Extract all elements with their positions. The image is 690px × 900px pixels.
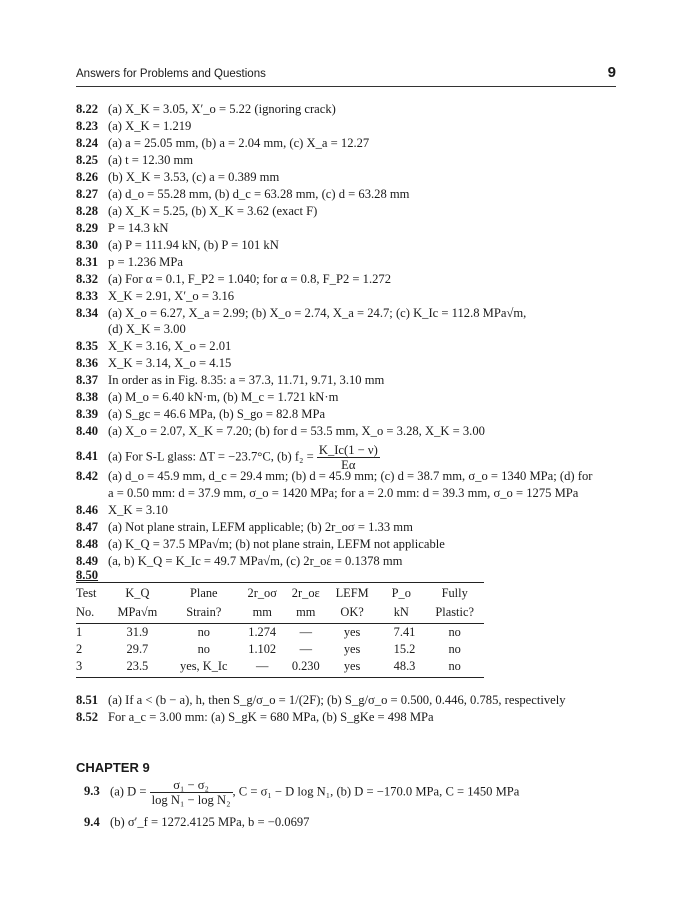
fraction-denominator: Eα xyxy=(341,458,356,472)
running-header xyxy=(76,66,616,84)
table-cell: no xyxy=(197,642,210,656)
answer-number: 8.51 xyxy=(76,693,99,707)
answer-text-continued: a = 0.50 mm: d = 37.9 mm, σ_o = 1420 MPa; for a = 2.0 mm: d = 39.3 mm, σ_o = 1275 MPa xyxy=(108,486,579,500)
answer-number: 8.35 xyxy=(76,339,99,353)
table-cell: yes xyxy=(343,625,361,639)
answer-text: (a) d_o = 55.28 mm, (b) d_c = 63.28 mm, (c) d = 63.28 mm xyxy=(108,187,410,201)
table-cell: 1.102 xyxy=(248,642,277,656)
fraction xyxy=(317,443,380,472)
table-row xyxy=(76,658,484,678)
answer-text: X_K = 3.16, X_o = 2.01 xyxy=(108,339,232,353)
answer-number: 8.50 xyxy=(76,568,99,582)
answer-text: (b) X_K = 3.53, (c) a = 0.389 mm xyxy=(108,170,280,184)
answer-row xyxy=(76,255,626,269)
answer-row xyxy=(76,710,626,724)
table-cell: 1 xyxy=(76,625,83,639)
answer-row-8-41 xyxy=(76,443,626,472)
answer-row xyxy=(76,272,626,286)
answer-text: (a) K_Q = 37.5 MPa√m; (b) not plane strain, LEFM not applicable xyxy=(108,537,445,551)
table-cell: no xyxy=(425,658,484,678)
results-table xyxy=(76,582,484,678)
answer-row xyxy=(76,373,626,387)
answer-row-9-3 xyxy=(84,778,634,807)
answer-row xyxy=(84,815,634,829)
answer-text: (a) X_K = 1.219 xyxy=(108,119,192,133)
table-cell: 3 xyxy=(76,658,107,678)
table-header: Plastic? xyxy=(425,603,484,624)
answer-text: (a) Not plane strain, LEFM applicable; (b) 2r_oσ = 1.33 mm xyxy=(108,520,413,534)
answer-row xyxy=(76,306,626,320)
answer-text: (d) X_K = 3.00 xyxy=(108,322,186,336)
table-header-row xyxy=(76,603,484,624)
answer-row xyxy=(76,537,626,551)
answer-row xyxy=(76,238,626,252)
answer-text: X_K = 2.91, X′_o = 3.16 xyxy=(108,289,235,303)
answer-number: 8.47 xyxy=(76,520,99,534)
table-header: 2r_oσ xyxy=(240,583,285,604)
table-cell: 1.274 xyxy=(248,625,277,639)
answer-number: 8.49 xyxy=(76,554,99,568)
answer-row xyxy=(76,356,626,370)
table-header: No. xyxy=(76,603,107,624)
answer-text: (a) a = 25.05 mm, (b) a = 2.04 mm, (c) X_a = 12.27 xyxy=(108,136,370,150)
answer-row-continued xyxy=(76,322,626,336)
table-header: Plane xyxy=(168,583,240,604)
answer-number: 8.52 xyxy=(76,710,99,724)
answer-row xyxy=(76,407,626,421)
answer-number: 8.46 xyxy=(76,503,99,517)
answer-number: 8.32 xyxy=(76,272,99,286)
table-header: Strain? xyxy=(168,603,240,624)
table-cell: 31.9 xyxy=(126,625,149,639)
answer-number: 8.41 xyxy=(76,449,99,464)
fraction-numerator: σ₁ − σ₂ xyxy=(150,778,233,793)
table-row xyxy=(76,641,484,658)
answer-text: (a) d_o = 45.9 mm, d_c = 29.4 mm; (b) d = 45.9 mm; (c) d = 38.7 mm, σ_o = 1340 MPa; (d) for xyxy=(108,469,593,483)
answer-text: (a) X_o = 2.07, X_K = 7.20; (b) for d = 53.5 mm, X_o = 3.28, X_K = 3.00 xyxy=(108,424,485,438)
table-cell: 15.2 xyxy=(393,642,416,656)
answer-text: For a_c = 3.00 mm: (a) S_gK = 680 MPa, (b) S_gKe = 498 MPa xyxy=(108,710,434,724)
answer-number: 8.28 xyxy=(76,204,99,218)
answer-number: 8.38 xyxy=(76,390,99,404)
answer-number: 8.25 xyxy=(76,153,99,167)
answer-text: (a) X_o = 6.27, X_a = 2.99; (b) X_o = 2.74, X_a = 24.7; (c) K_Ic = 112.8 MPa√m, xyxy=(108,306,527,320)
answer-row xyxy=(76,153,626,167)
answer-row xyxy=(76,520,626,534)
answer-row xyxy=(76,693,626,707)
answer-number: 8.27 xyxy=(76,187,99,201)
table-cell: — xyxy=(240,658,285,678)
answer-row xyxy=(76,390,626,404)
table-header-row xyxy=(76,583,484,604)
table-cell: no xyxy=(197,625,210,639)
answer-number: 8.31 xyxy=(76,255,99,269)
page-number: 9 xyxy=(607,64,616,81)
table-cell: 0.230 xyxy=(285,658,327,678)
table-header: MPa√m xyxy=(107,603,168,624)
answer-text: (a) D = xyxy=(110,784,147,799)
answer-number: 8.30 xyxy=(76,238,99,252)
answer-text: (a) t = 12.30 mm xyxy=(108,153,194,167)
table-header: kN xyxy=(377,603,425,624)
answer-text: P = 14.3 kN xyxy=(108,221,169,235)
answer-text: X_K = 3.14, X_o = 4.15 xyxy=(108,356,232,370)
fraction-numerator: K_Ic(1 − ν) xyxy=(318,443,378,457)
answer-row xyxy=(76,221,626,235)
table-header: OK? xyxy=(327,603,377,624)
table-cell: no xyxy=(448,625,461,639)
answer-number: 8.48 xyxy=(76,537,99,551)
answer-number: 8.23 xyxy=(76,119,99,133)
table-row xyxy=(76,624,484,642)
answer-number: 8.39 xyxy=(76,407,99,421)
answer-number: 8.34 xyxy=(76,306,99,320)
table-header: Fully xyxy=(425,583,484,604)
answer-text: X_K = 3.10 xyxy=(108,503,168,517)
table-cell: 29.7 xyxy=(126,642,149,656)
answer-text: , C = σ₁ − D log N₁, (b) D = −170.0 MPa, C = 1450 MPa xyxy=(232,784,520,799)
table-header: LEFM xyxy=(327,583,377,604)
answer-row xyxy=(76,187,626,201)
answer-row-8-42 xyxy=(76,469,626,483)
answer-number: 8.22 xyxy=(76,102,99,116)
answer-row xyxy=(76,102,626,116)
answer-row xyxy=(76,204,626,218)
answer-row xyxy=(76,339,626,353)
table-cell: yes, K_Ic xyxy=(168,658,240,678)
answer-text: (a) M_o = 6.40 kN·m, (b) M_c = 1.721 kN·m xyxy=(108,390,339,404)
answer-text: (a) For S-L glass: ΔT = −23.7°C, (b) f₂ = xyxy=(108,449,314,464)
answer-row xyxy=(76,289,626,303)
answer-text: (a) X_K = 5.25, (b) X_K = 3.62 (exact F) xyxy=(108,204,318,218)
table-cell: yes xyxy=(343,642,361,656)
table-cell: yes xyxy=(327,658,377,678)
answer-text: (b) σ′_f = 1272.4125 MPa, b = −0.0697 xyxy=(110,815,310,829)
fraction-denominator: log N₁ − log N₂ xyxy=(151,793,231,807)
table-header: P_o xyxy=(377,583,425,604)
table-header: Test xyxy=(76,583,107,604)
table-cell: 23.5 xyxy=(107,658,168,678)
answer-text: In order as in Fig. 8.35: a = 37.3, 11.71, 9.71, 3.10 mm xyxy=(108,373,385,387)
answer-text: (a) If a < (b − a), h, then S_g/σ_o = 1/(2F); (b) S_g/σ_o = 0.500, 0.446, 0.785, respectively xyxy=(108,693,566,707)
answer-row xyxy=(76,424,626,438)
answer-text: (a) For α = 0.1, F_P2 = 1.040; for α = 0.8, F_P2 = 1.272 xyxy=(108,272,391,286)
table-cell: no xyxy=(448,642,461,656)
answer-number: 8.24 xyxy=(76,136,99,150)
answer-row xyxy=(76,554,626,568)
answer-row xyxy=(76,503,626,517)
table-header: mm xyxy=(285,603,327,624)
table-cell: 2 xyxy=(76,642,83,656)
fraction xyxy=(150,778,233,807)
answer-number: 8.26 xyxy=(76,170,99,184)
answer-number: 8.37 xyxy=(76,373,99,387)
header-rule xyxy=(76,86,616,87)
answer-row-8-50 xyxy=(76,568,626,582)
table-cell: 7.41 xyxy=(393,625,416,639)
answer-number: 9.3 xyxy=(84,784,100,799)
answer-text: p = 1.236 MPa xyxy=(108,255,183,269)
answer-text: (a) X_K = 3.05, X′_o = 5.22 (ignoring crack) xyxy=(108,102,336,116)
answer-row xyxy=(76,170,626,184)
table-header: K_Q xyxy=(107,583,168,604)
table-cell: 48.3 xyxy=(377,658,425,678)
answer-text: (a) P = 111.94 kN, (b) P = 101 kN xyxy=(108,238,279,252)
answer-number: 8.42 xyxy=(76,469,99,483)
answer-row xyxy=(76,136,626,150)
answer-text: (a, b) K_Q = K_Ic = 49.7 MPa√m, (c) 2r_oε = 0.1378 mm xyxy=(108,554,403,568)
answer-number: 8.36 xyxy=(76,356,99,370)
answer-number: 9.4 xyxy=(84,815,100,829)
answer-text: (a) S_gc = 46.6 MPa, (b) S_go = 82.8 MPa xyxy=(108,407,326,421)
chapter-heading: CHAPTER 9 xyxy=(76,760,150,775)
table-header: 2r_oε xyxy=(285,583,327,604)
answer-number: 8.29 xyxy=(76,221,99,235)
table-header: mm xyxy=(240,603,285,624)
running-title: Answers for Problems and Questions xyxy=(76,68,266,80)
answer-row xyxy=(76,119,626,133)
table-cell: — xyxy=(299,642,312,656)
answer-number: 8.33 xyxy=(76,289,99,303)
answer-number: 8.40 xyxy=(76,424,99,438)
table-cell: — xyxy=(299,625,312,639)
